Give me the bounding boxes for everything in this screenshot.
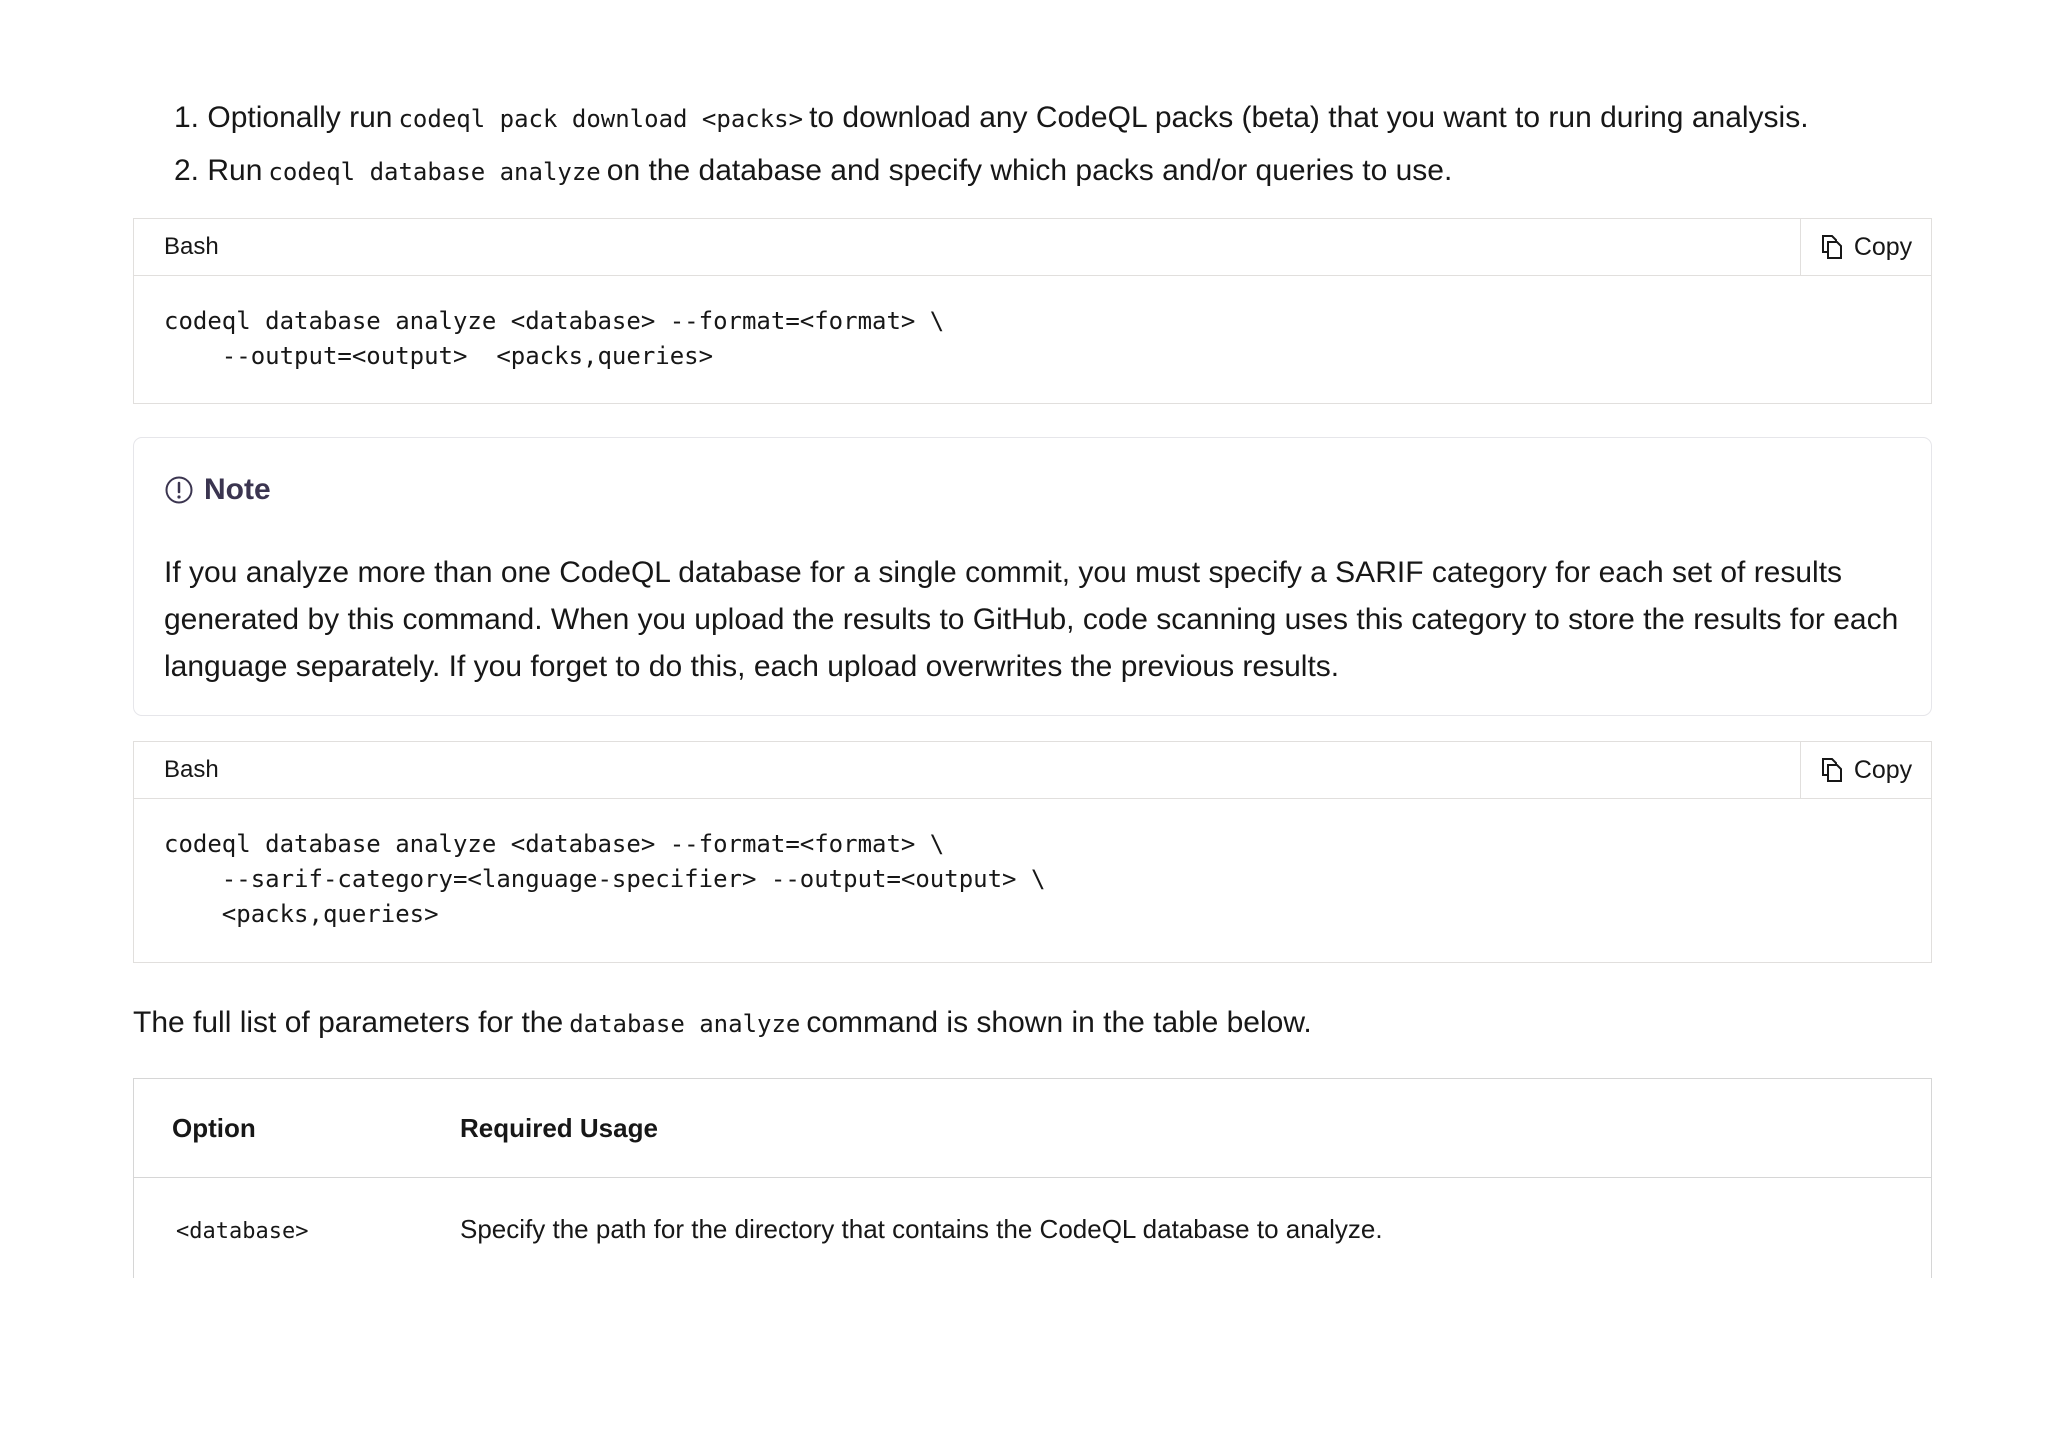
copy-label: Copy: [1853, 755, 1913, 784]
info-icon: [164, 475, 194, 505]
option-cell: [134, 1178, 460, 1279]
step-text: Optionally run: [207, 101, 393, 134]
column-header-usage: Required Usage: [460, 1079, 1931, 1178]
code-block-header: [134, 742, 1931, 799]
note-title: Note: [204, 473, 271, 506]
usage-cell: Specify the path for the directory that contains the CodeQL database to analyze.: [460, 1213, 1383, 1244]
note-callout: [133, 437, 1932, 716]
step-item: [174, 92, 1809, 145]
code-block: [133, 218, 1932, 404]
parameters-intro: [133, 998, 1312, 1049]
note-body: If you analyze more than one CodeQL database for a single commit, you must specify a SARIF category for each set of results generated by this command. When you upload the results to GitHub, code scanning uses this category to store the results for each language separately. If you forget to do this, each upload overwrites the previous results.: [164, 556, 1899, 683]
code-language-label: Bash: [164, 756, 219, 783]
table-header-row: [134, 1079, 1931, 1178]
inline-code: database analyze: [569, 1010, 801, 1038]
code-content: codeql database analyze <database> --format=<format> \ --sarif-category=<language-specifier> --output=<output> \ <packs,queries>: [164, 830, 1046, 928]
option-code: <database>: [176, 1218, 309, 1244]
step-text: on the database and specify which packs and/or queries to use.: [606, 154, 1453, 187]
step-number: 1.: [174, 101, 200, 134]
copy-button[interactable]: [1800, 219, 1931, 275]
steps-list: [174, 92, 1809, 198]
step-text: to download any CodeQL packs (beta) that you want to run during analysis.: [809, 101, 1809, 134]
inline-code: codeql database analyze: [268, 158, 601, 186]
paragraph-text: The full list of parameters for the: [133, 1006, 564, 1039]
parameters-table: [133, 1078, 1932, 1278]
table-row: [134, 1178, 1931, 1279]
code-block: [133, 741, 1932, 963]
code-content: codeql database analyze <database> --format=<format> \ --output=<output> <packs,queries>: [164, 307, 945, 370]
copy-icon: [1820, 234, 1844, 260]
note-heading: [164, 473, 271, 507]
inline-code: codeql pack download <packs>: [398, 105, 804, 133]
copy-label: Copy: [1853, 232, 1913, 261]
paragraph-text: command is shown in the table below.: [806, 1006, 1312, 1039]
step-item: [174, 145, 1809, 198]
step-number: 2.: [174, 154, 200, 187]
code-block-header: [134, 219, 1931, 276]
copy-button[interactable]: [1800, 742, 1931, 798]
step-text: Run: [207, 154, 263, 187]
copy-icon: [1820, 757, 1844, 783]
code-language-label: Bash: [164, 233, 219, 260]
column-header-option: Option: [134, 1079, 460, 1178]
